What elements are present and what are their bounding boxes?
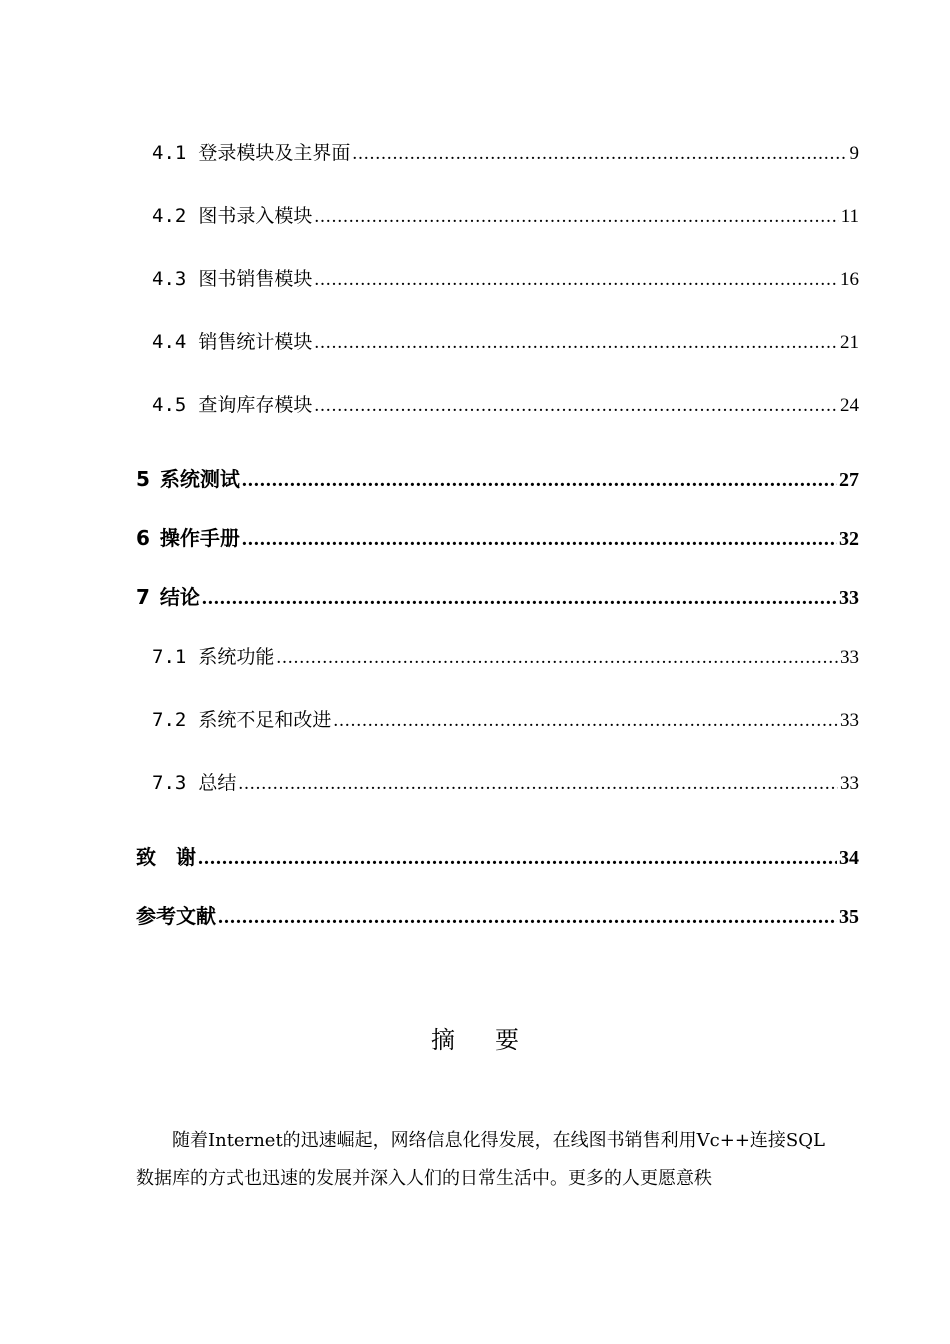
toc-entry[interactable]: [152, 138, 859, 165]
toc-entry-number: 7.2: [152, 709, 187, 731]
toc-entry[interactable]: [152, 642, 859, 669]
toc-entry-title: 致 谢: [136, 845, 196, 869]
toc-entry-number: 7: [136, 585, 150, 609]
abstract-heading: 摘要: [431, 1026, 559, 1054]
toc-dot-leader: [314, 395, 838, 417]
toc-dot-leader: [314, 269, 838, 291]
toc-entry-title: 系统功能: [198, 646, 275, 668]
toc-entry-title: 销售统计模块: [198, 331, 313, 353]
toc-entry-number: 4.3: [152, 268, 187, 290]
toc-entry-title: 图书销售模块: [198, 268, 313, 290]
toc-dot-leader: [352, 143, 847, 165]
toc-entry-number: 5: [136, 467, 150, 491]
toc-chapter[interactable]: [136, 900, 859, 929]
toc-entry-page: 35: [839, 906, 859, 928]
toc-entry-number: 4.2: [152, 205, 187, 227]
toc-chapter[interactable]: [136, 522, 859, 551]
toc-chapter[interactable]: [136, 463, 859, 492]
toc-entry-title: 图书录入模块: [198, 205, 313, 227]
toc-dot-leader: [218, 906, 837, 929]
toc-dot-leader: [314, 206, 838, 228]
toc-entry-title: 参考文献: [136, 904, 216, 928]
toc-entry-title: 操作手册: [159, 526, 240, 550]
toc-entry-title: 总结: [198, 772, 237, 794]
toc-entry[interactable]: [152, 768, 859, 795]
toc-entry[interactable]: [152, 705, 859, 732]
toc-entry-title: 系统测试: [159, 467, 240, 491]
toc-entry-title: 登录模块及主界面: [198, 142, 351, 164]
toc-chapter[interactable]: [136, 841, 859, 870]
toc-entry-number: 6: [136, 526, 150, 550]
toc-entry-page: 32: [839, 528, 859, 550]
toc-entry-page: 27: [839, 469, 859, 491]
toc-dot-leader: [314, 332, 838, 354]
toc-entry-page: 11: [840, 206, 859, 227]
toc-chapter[interactable]: [136, 581, 859, 610]
toc-dot-leader: [238, 773, 838, 795]
toc-entry-number: 4.5: [152, 394, 187, 416]
toc-dot-leader: [242, 528, 837, 551]
toc-entry-number: 7.3: [152, 772, 187, 794]
toc-entry-page: 24: [840, 395, 859, 416]
toc-entry-title: 查询库存模块: [198, 394, 313, 416]
toc-dot-leader: [333, 710, 838, 732]
toc-entry-number: 4.1: [152, 142, 187, 164]
toc-entry-page: 34: [839, 847, 859, 869]
toc-entry-page: 33: [839, 587, 859, 609]
toc-entry-page: 21: [840, 332, 859, 353]
toc-entry[interactable]: [152, 390, 859, 417]
toc-entry-page: 9: [849, 143, 859, 164]
toc-entry[interactable]: [152, 327, 859, 354]
toc-entry-number: 7.1: [152, 646, 187, 668]
toc-entry[interactable]: [152, 201, 859, 228]
toc-dot-leader: [276, 647, 838, 669]
toc-entry-page: 33: [840, 710, 859, 731]
toc-dot-leader: [242, 469, 837, 492]
toc-dot-leader: [198, 847, 837, 870]
toc-entry-page: 33: [840, 647, 859, 668]
abstract-paragraph: 随着Internet的迅速崛起，网络信息化得发展，在线图书销售利用Vc++连接SQL数据库的方式也迅速的发展并深入人们的日常生活中。更多的人更愿意秩: [136, 1130, 825, 1189]
toc-entry-title: 系统不足和改进: [198, 709, 332, 731]
toc-entry-number: 4.4: [152, 331, 187, 353]
toc-entry[interactable]: [152, 264, 859, 291]
toc-entry-title: 结论: [159, 585, 200, 609]
toc-entry-page: 33: [840, 773, 859, 794]
toc-entry-page: 16: [840, 269, 859, 290]
toc-dot-leader: [202, 587, 837, 610]
